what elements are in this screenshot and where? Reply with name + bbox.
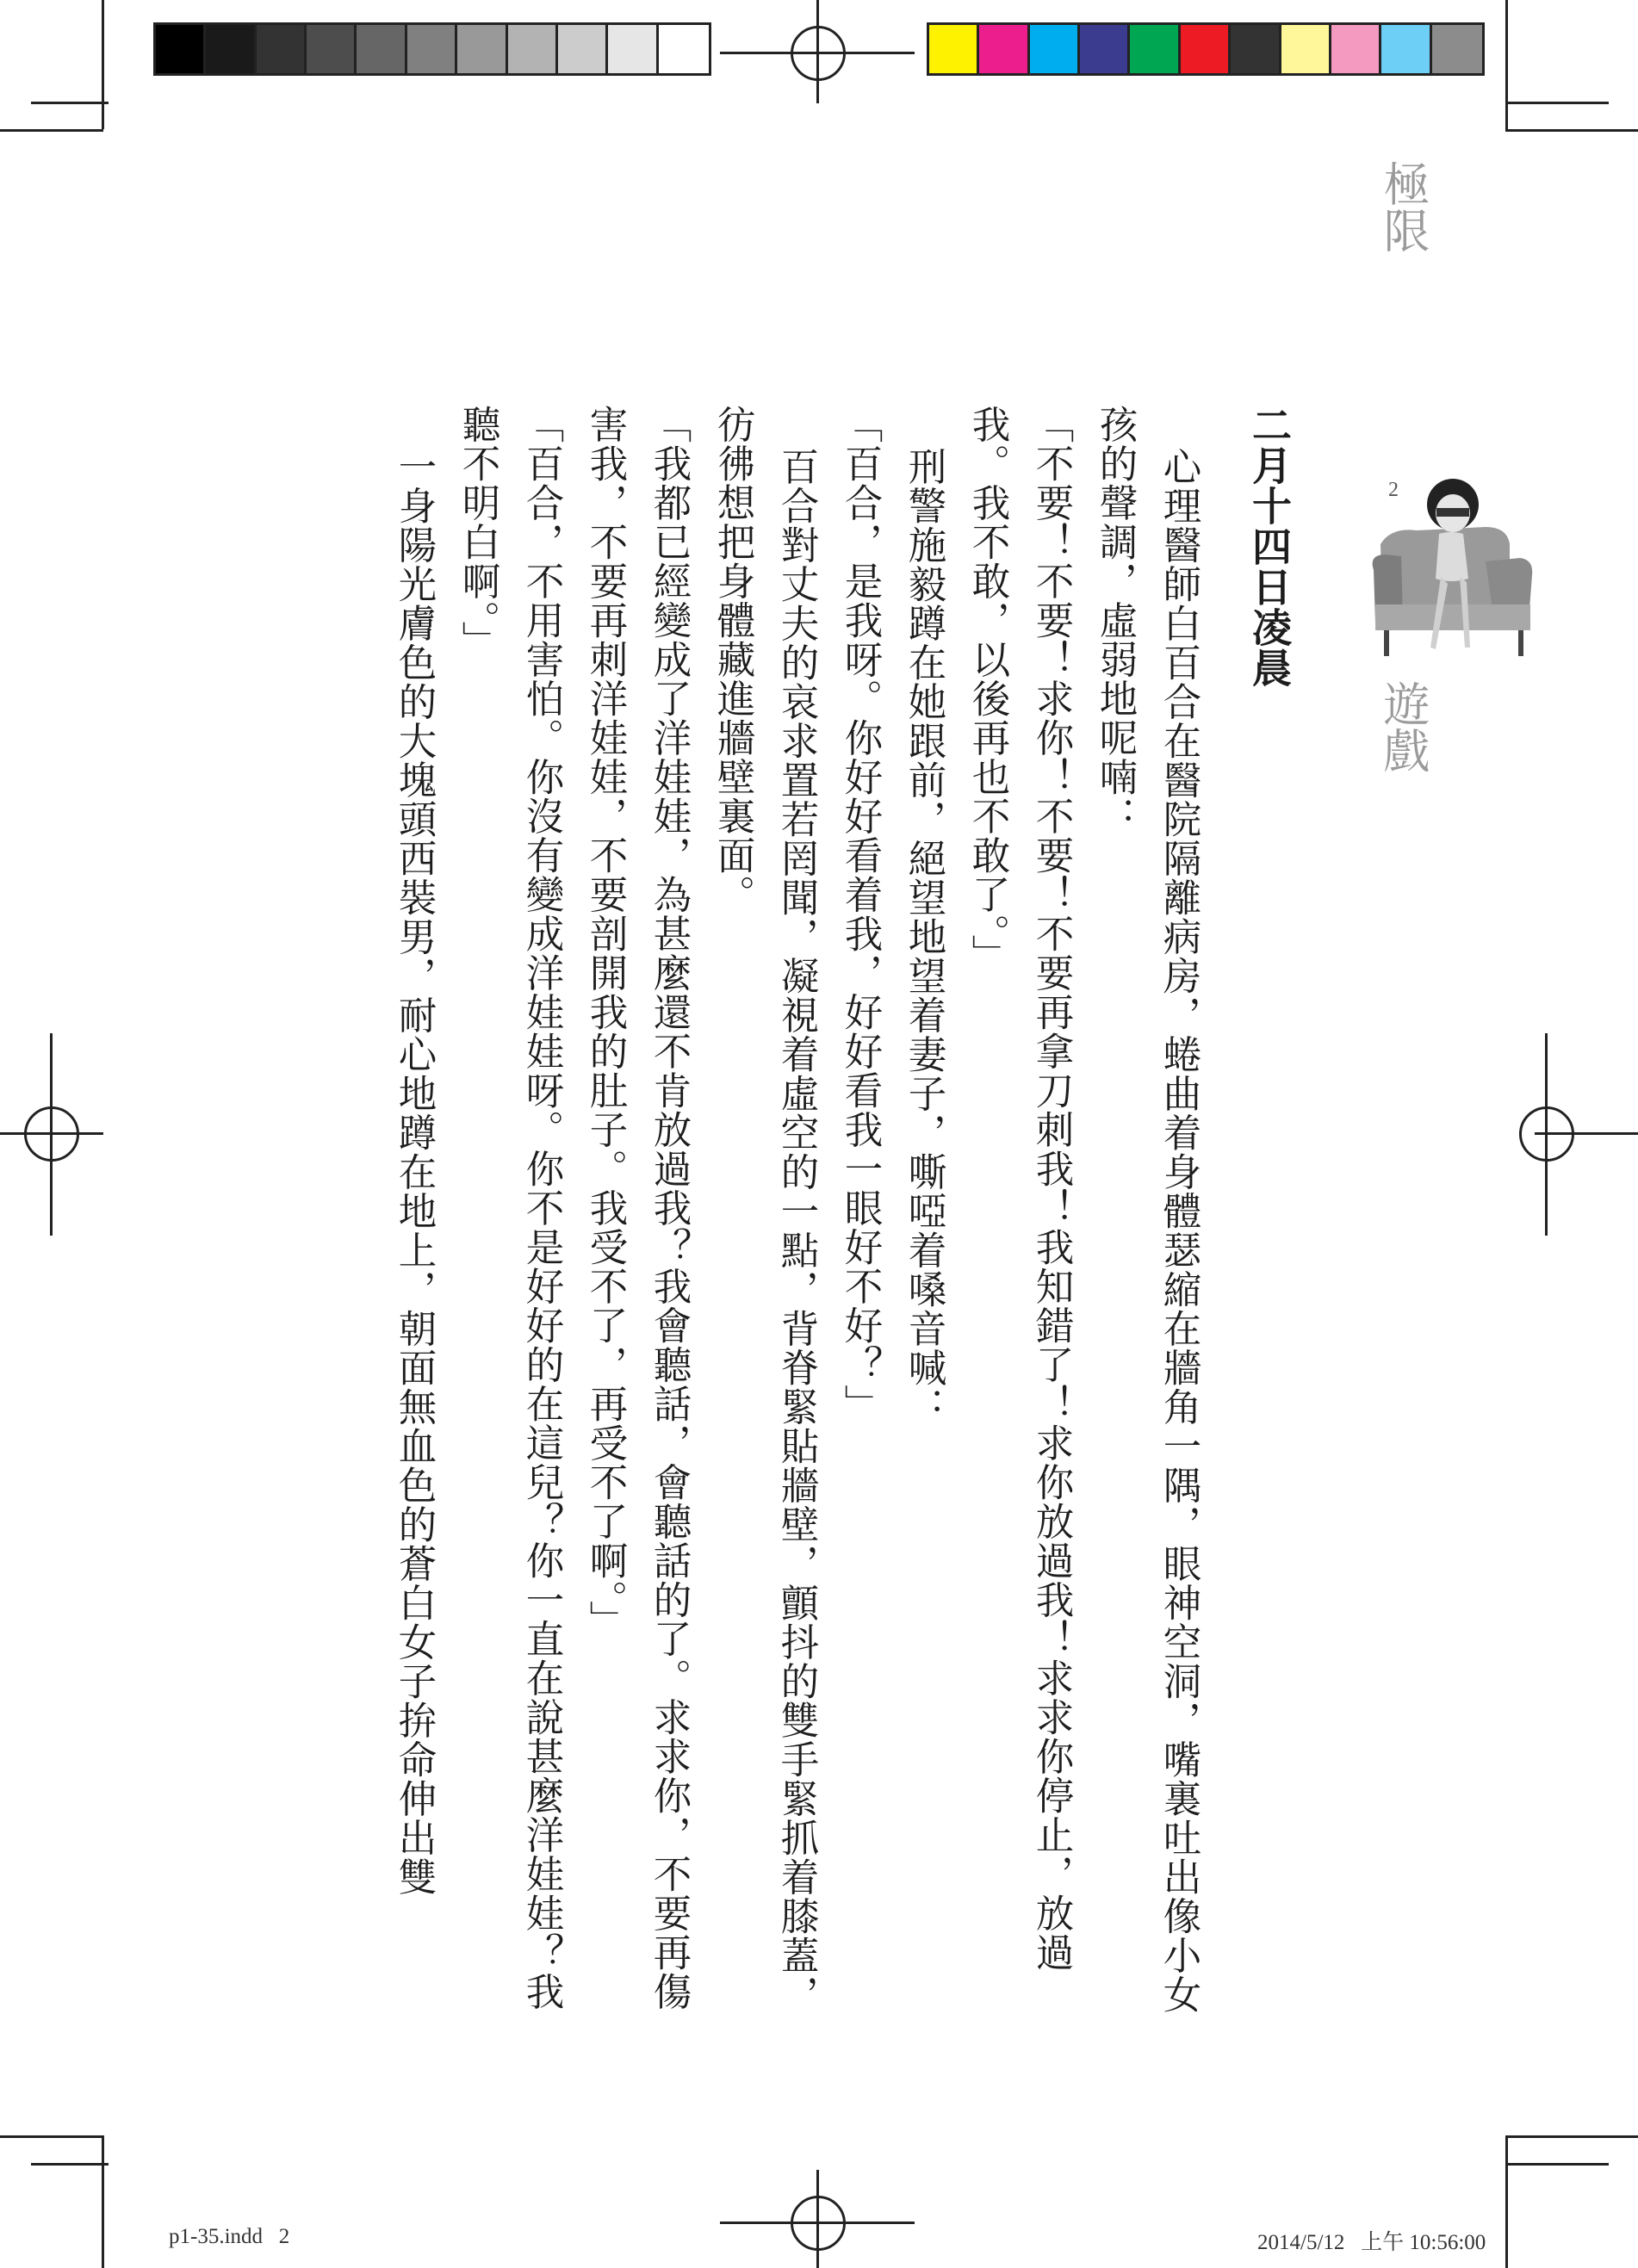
- crop-mark: [720, 52, 915, 54]
- crop-mark: [816, 2170, 819, 2268]
- book-title-top: 極限: [1376, 160, 1430, 253]
- process-color-bar: [927, 22, 1485, 76]
- timestamp-slug: 2014/5/12 上午 10:56:00: [1257, 2231, 1486, 2254]
- file-slug: p1-35.indd 2: [169, 2225, 290, 2248]
- paragraph: 「百合，是我呀。你好好看着我，好好看我一眼好不好？」: [838, 405, 882, 1423]
- paragraph: 「我都已經變成了洋娃娃，為甚麼還不肯放過我？我會聽話，會聽話的了。求求你，不要再傷害我，不要再刺洋娃娃，不要剖開我的肚子。我受不了，再受不了啊。」: [583, 405, 691, 2011]
- crop-mark: [0, 129, 103, 132]
- crop-mark: [31, 102, 109, 104]
- chapter-heading: 二月十四日凌晨: [1246, 405, 1293, 688]
- crop-mark: [1505, 2135, 1638, 2138]
- color-swatch: [257, 25, 307, 73]
- crop-mark: [1505, 129, 1638, 132]
- color-swatch: [979, 25, 1029, 73]
- color-swatch: [407, 25, 457, 73]
- color-swatch: [1030, 25, 1080, 73]
- page-number: 2: [1388, 479, 1399, 501]
- color-swatch: [1130, 25, 1180, 73]
- color-swatch: [156, 25, 206, 73]
- chapter-text: [382, 405, 1301, 2023]
- crop-mark: [102, 0, 104, 129]
- crop-mark: [1505, 0, 1508, 129]
- color-swatch: [1331, 25, 1381, 73]
- color-swatch: [1281, 25, 1331, 73]
- paragraph: 「不要！不要！求你！不要！不要再拿刀刺我！我知錯了！求你放過我！求求你停止，放過我。我不敢，以後再也不敢了。」: [965, 405, 1073, 1972]
- crop-mark: [31, 2163, 109, 2166]
- paragraph: 百合對丈夫的哀求置若罔聞，凝視着虛空的一點，背脊緊貼牆壁，顫抖的雙手緊抓着膝蓋，彷彿想把身體藏進牆壁裏面。: [710, 405, 818, 2014]
- color-swatch: [1080, 25, 1130, 73]
- crop-mark: [1505, 102, 1609, 104]
- color-swatch: [457, 25, 507, 73]
- color-swatch: [1432, 25, 1482, 73]
- book-title-bottom: 遊戲: [1376, 680, 1430, 773]
- crop-mark: [102, 2135, 104, 2268]
- color-swatch: [929, 25, 979, 73]
- girl-on-armchair-illustration: [1356, 475, 1563, 673]
- color-swatch: [1231, 25, 1281, 73]
- crop-mark: [0, 1132, 103, 1135]
- paragraph: 一身陽光膚色的大塊頭西裝男，耐心地蹲在地上，朝面無血色的蒼白女子拚命伸出雙: [392, 446, 436, 1897]
- paragraph: 「百合，不用害怕。你沒有變成洋娃娃呀。你不是好好的在這兒？你一直在說甚麼洋娃娃？我聽不明白啊。」: [456, 405, 563, 2011]
- color-swatch: [357, 25, 406, 73]
- color-swatch: [307, 25, 357, 73]
- crop-mark: [1505, 2163, 1609, 2166]
- crop-mark: [1535, 1132, 1638, 1135]
- paragraph: 心理醫師白百合在醫院隔離病房，蜷曲着身體瑟縮在牆角一隅，眼神空洞，嘴裏吐出像小女孩的聲調，虛弱地呢喃：: [1093, 405, 1201, 2014]
- crop-mark: [720, 2222, 915, 2224]
- color-swatch: [1381, 25, 1431, 73]
- color-swatch: [206, 25, 256, 73]
- color-swatch: [1181, 25, 1231, 73]
- color-swatch: [659, 25, 709, 73]
- crop-mark: [1505, 2135, 1508, 2268]
- color-swatch: [508, 25, 558, 73]
- crop-mark: [0, 2135, 103, 2138]
- color-swatch: [608, 25, 658, 73]
- color-swatch: [558, 25, 608, 73]
- grayscale-bar: [153, 22, 711, 76]
- paragraph: 刑警施毅蹲在她跟前，絕望地望着妻子，嘶啞着嗓音喊：: [902, 446, 946, 1427]
